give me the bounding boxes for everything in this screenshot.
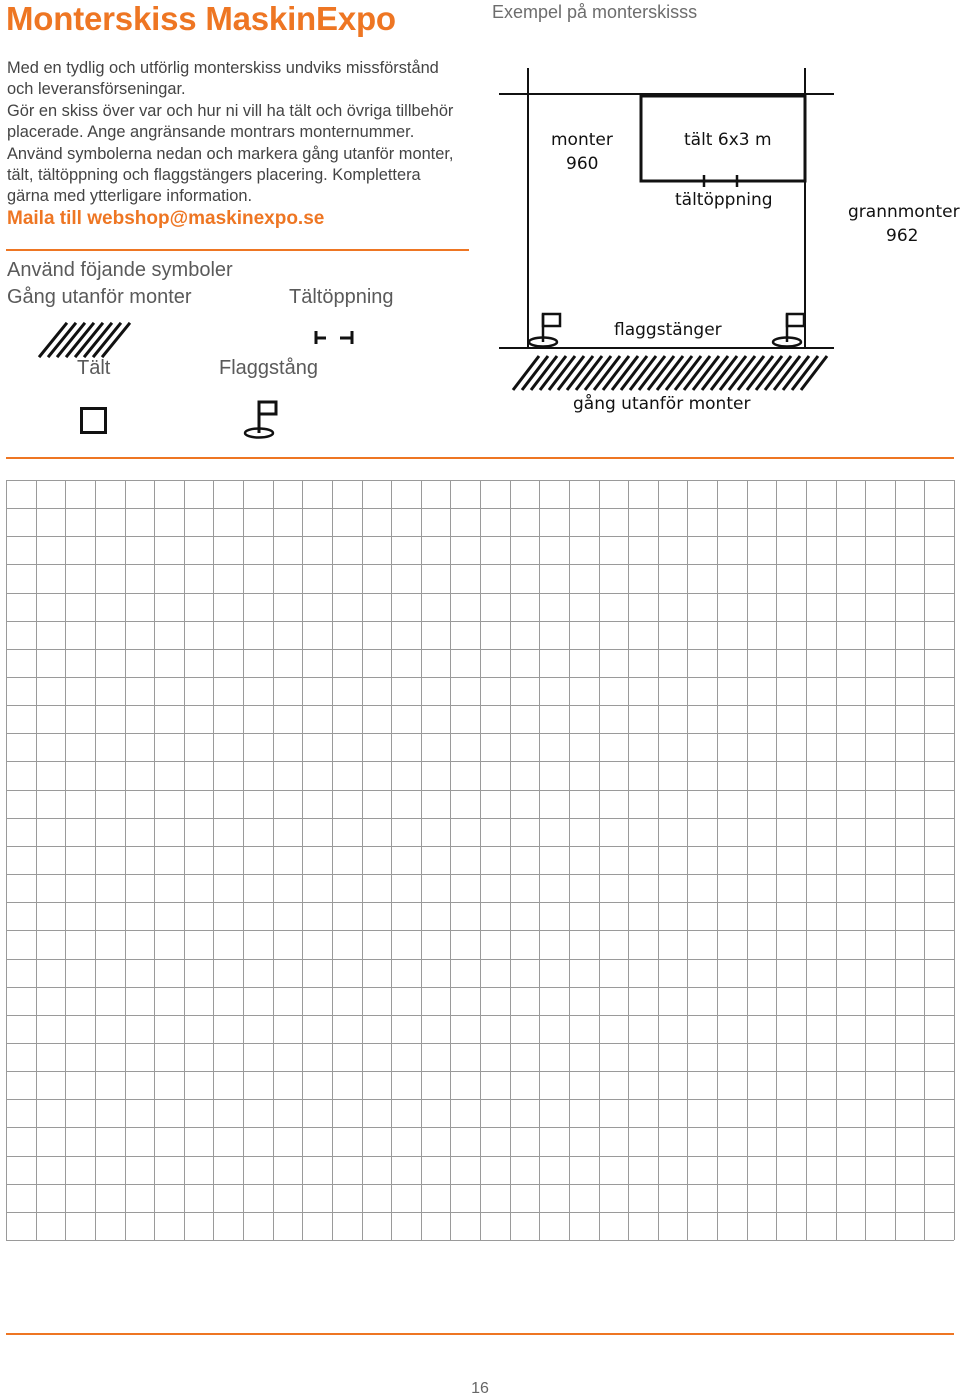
tent-opening-symbol-label: Tältöppning <box>289 286 394 308</box>
walkway-hatch-icon <box>513 356 827 390</box>
tent-symbol-label: Tält <box>77 357 111 379</box>
tent-icon <box>80 407 108 435</box>
example-walkway-label: gång utanför monter <box>573 394 751 414</box>
intro-line: gärna med ytterligare information. <box>7 187 253 206</box>
tent-opening-icon <box>312 330 356 346</box>
walkway-symbol-label: Gång utanför monter <box>7 286 192 308</box>
intro-line: tält, tältöppning och flaggstängers placering. Komplettera <box>7 166 421 185</box>
intro-line: Med en tydlig och utförlig monterskiss undviks missförstånd <box>7 59 439 77</box>
flagpole-icon <box>242 400 282 440</box>
example-tent-opening-label: tältöppning <box>675 190 773 210</box>
intro-paragraph <box>7 58 477 208</box>
intro-line: Gör en skiss över var och hur ni vill ha tält och övriga tillbehör <box>7 101 454 120</box>
example-tent-label: tält 6x3 m <box>684 130 772 150</box>
intro-line: placerade. Ange angränsande montrars monternummer. <box>7 123 415 142</box>
grid-bottom-divider <box>6 1333 954 1335</box>
flagpole-symbol-label: Flaggstång <box>219 357 318 379</box>
example-neighbor-label: grannmonter <box>848 202 960 222</box>
example-neighbor-number: 962 <box>886 226 919 246</box>
page-number: 16 <box>471 1380 489 1397</box>
intro-divider <box>6 249 469 251</box>
page-title: Monterskiss MaskinExpo <box>6 0 396 37</box>
email-link[interactable]: Maila till webshop@maskinexpo.se <box>7 208 325 229</box>
example-booth-number: 960 <box>566 154 599 174</box>
intro-line: och leveransförseningar. <box>7 80 186 99</box>
symbols-heading: Använd föjande symboler <box>7 259 233 281</box>
example-flagpoles-label: flaggstänger <box>614 320 722 340</box>
sketch-grid[interactable] <box>6 480 954 1240</box>
example-booth-diagram <box>495 68 840 393</box>
grid-top-divider <box>6 457 954 459</box>
flagpole-icon <box>529 314 560 347</box>
intro-line: Använd symbolerna nedan och markera gång utanför monter, <box>7 144 454 163</box>
example-booth-label: monter <box>551 130 613 150</box>
example-caption: Exempel på monterskisss <box>492 2 698 22</box>
walkway-hatch-icon <box>38 322 138 358</box>
flagpole-icon <box>773 314 804 347</box>
